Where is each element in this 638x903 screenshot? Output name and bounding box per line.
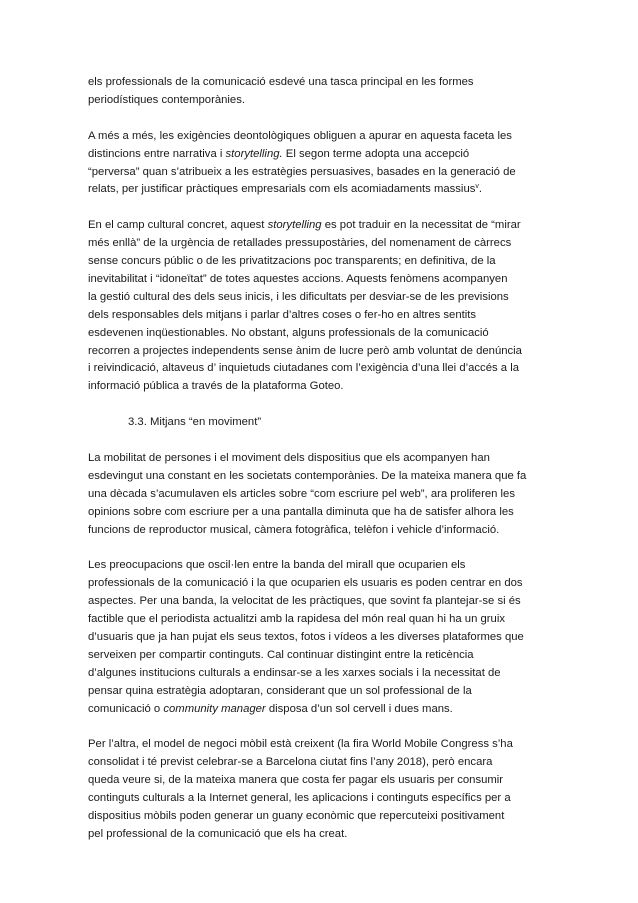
document-page	[88, 74, 558, 862]
paragraph-3	[88, 217, 558, 396]
text-line	[88, 181, 558, 199]
footnote-marker: v	[475, 183, 479, 191]
text-line: informació pública a través de la plataforma Goteo.	[88, 380, 344, 393]
text-line: una dècada s’acumulaven els articles sobre “com escriure pel web”, ara proliferen les	[88, 487, 515, 500]
text-line: dels responsables dels mitjans i parlar d’altres coses o fer-ho en altres sentits	[88, 308, 477, 321]
text-line: queda veure si, de la mateixa manera que costa fer pagar els usuaris per consumir	[88, 774, 504, 787]
text-line: continguts culturals a la Internet general, les aplicacions i continguts específics per a	[88, 792, 511, 805]
paragraph-1	[88, 74, 558, 110]
text-line: funcions de reproductor musical, càmera fotogràfica, telèfon i vehicle d’informació.	[88, 523, 500, 536]
italic-term: storytelling.	[225, 147, 283, 160]
text-segment: es pot traduir en la necessitat de “mirar	[321, 219, 521, 232]
text-line: recorren a projectes independents sense ànim de lucre però amb voluntat de denúncia	[88, 344, 522, 357]
text-line: i reivindicació, altaveus d’ inquietuds ciutadanes com l’exigència d’una llei d’accés a la	[88, 362, 519, 375]
text-line: A més a més, les exigències deontològiques obliguen a apurar en aquesta faceta les	[88, 129, 512, 142]
text-line: Les preocupacions que oscil·len entre la banda del mirall que ocuparien els	[88, 559, 466, 572]
paragraph-2	[88, 128, 558, 200]
italic-term: storytelling	[267, 219, 322, 232]
text-line: d’algunes institucions culturals a endinsar-se a les xarxes socials i la necessitat de	[88, 666, 501, 679]
text-line: més enllà” de la urgència de retallades pressupostàries, del nomenament de càrrecs	[88, 237, 512, 250]
text-line: esdevingut una constant en les societats contemporànies. De la mateixa manera que fa	[88, 469, 527, 482]
text-line: Per l’altra, el model de negoci mòbil està creixent (la fira World Mobile Congress s’ha	[88, 738, 513, 751]
text-line: pel professional de la comunicació que els ha creat.	[88, 827, 348, 840]
text-line: pensar quina estratègia adoptaran, considerant que un sol professional de la	[88, 684, 472, 697]
text-segment: El segon terme adopta una accepció	[282, 147, 470, 160]
text-line: professionals de la comunicació i la que ocuparien els usuaris es poden centrar en dos	[88, 577, 523, 590]
text-line	[88, 701, 558, 719]
text-line: “perversa” quan s’atribueix a les estratègies persuasives, basades en la generació de	[88, 165, 516, 178]
text-segment: En el camp cultural concret, aquest	[88, 219, 268, 232]
text-segment: .	[478, 183, 483, 196]
text-line	[88, 217, 558, 235]
text-line: d’usuaris que ja han pujat els seus textos, fotos i vídeos a les diverses plataformes que	[88, 631, 524, 644]
text-line: serveixen per compartir continguts. Cal continuar distingint entre la reticència	[88, 648, 474, 661]
text-line: els professionals de la comunicació esdevé una tasca principal en les formes	[88, 76, 474, 88]
text-segment: disposa d’un sol cervell i dues mans.	[265, 702, 453, 715]
text-line: dispositius mòbils poden generar un guany econòmic que repercuteixi positivament	[88, 810, 505, 823]
section-heading	[128, 414, 558, 432]
text-line: opinions sobre com escriure per a una pantalla diminuta que ha de satisfer alhora les	[88, 505, 514, 518]
text-segment: relats, per justificar pràctiques empresarials com els acomiadaments massius	[88, 183, 476, 196]
text-line: La mobilitat de persones i el moviment dels dispositius que els acompanyen han	[88, 451, 490, 464]
text-line: sense concurs públic o de les privatitzacions poc transparents; en definitiva, de la	[88, 255, 496, 268]
text-segment: comunicació o	[88, 702, 164, 715]
text-line	[88, 146, 558, 164]
paragraph-5	[88, 557, 558, 718]
text-line: inevitabilitat i “idoneïtat” de totes aquestes accions. Aquests fenòmens acompanyen	[88, 272, 508, 285]
heading-text: 3.3. Mitjans “en moviment”	[128, 416, 262, 429]
paragraph-6	[88, 736, 558, 843]
text-line: consolidat i té previst celebrar-se a Barcelona ciutat fins l’any 2018), però encara	[88, 756, 493, 769]
text-line: periodístiques contemporànies.	[88, 93, 245, 106]
text-line: aspectes. Per una banda, la velocitat de les pràctiques, que sovint fa plantejar-se si és	[88, 595, 521, 608]
text-line: esdevenen inqüestionables. No obstant, alguns professionals de la comunicació	[88, 326, 489, 339]
text-segment: distincions entre narrativa i	[88, 147, 226, 160]
text-line: la gestió cultural des dels seus inicis, i les dificultats per desviar-se de les previsions	[88, 290, 509, 303]
text-line: factible que el periodista actualitzi amb la rapidesa del món real quan hi ha un gruix	[88, 613, 505, 626]
italic-term: community manager	[163, 702, 266, 715]
paragraph-4	[88, 450, 558, 540]
